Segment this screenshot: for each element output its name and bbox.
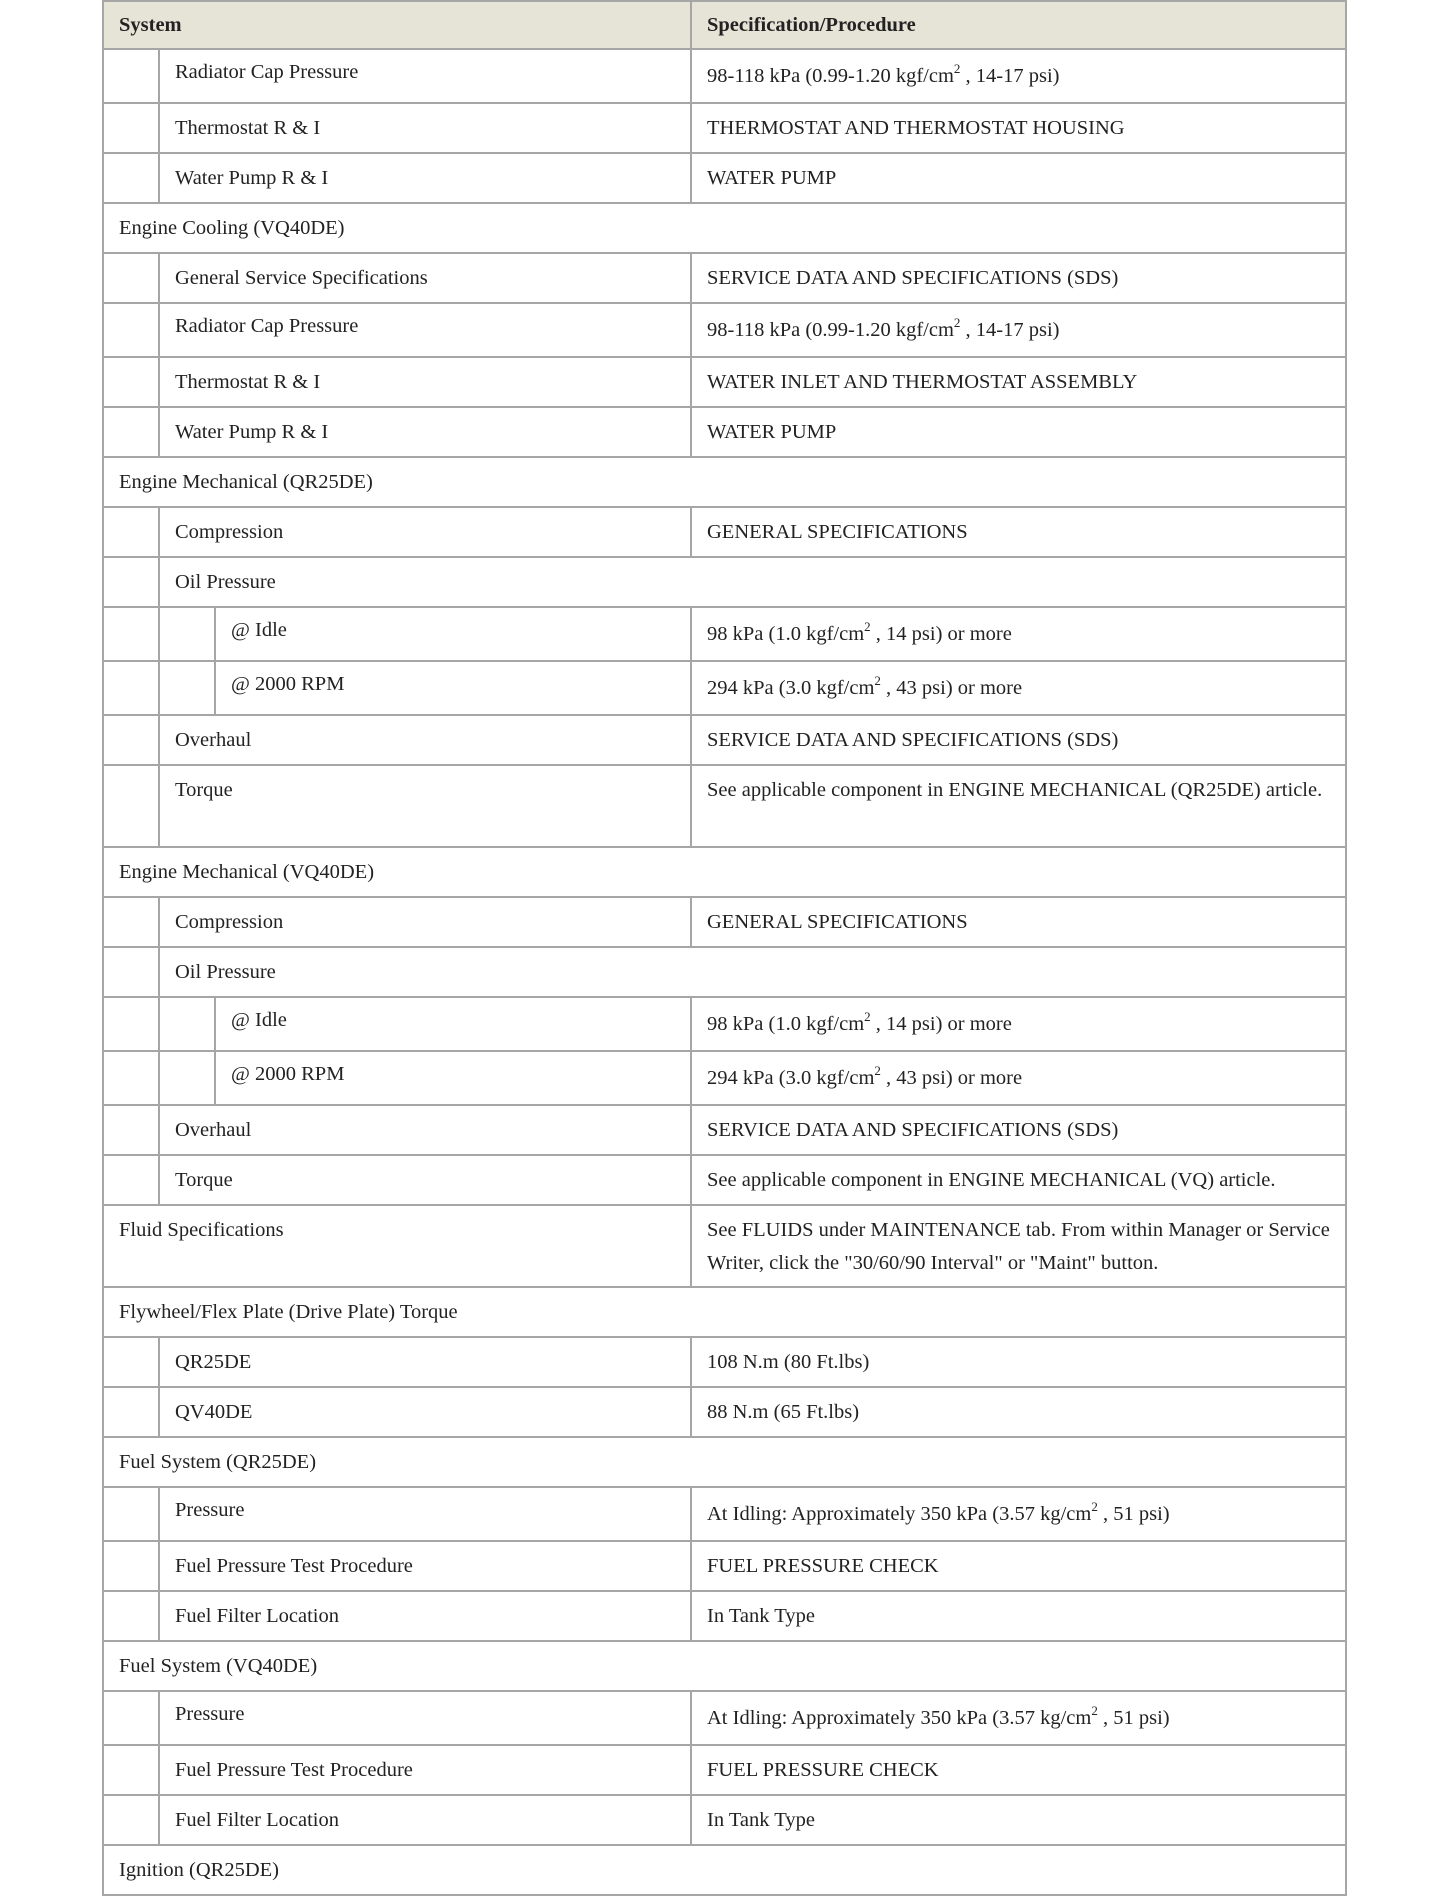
indent-cell (103, 357, 159, 407)
indent-cell (103, 1591, 159, 1641)
spec-value-text: 294 kPa (3.0 kgf/cm (707, 676, 875, 699)
item-label: Water Pump R & I (159, 153, 691, 203)
spec-value: 108 N.m (80 Ft.lbs) (691, 1337, 1346, 1387)
section-label: Engine Mechanical (VQ40DE) (103, 847, 1346, 897)
spec-value: SERVICE DATA AND SPECIFICATIONS (SDS) (691, 715, 1346, 765)
table-row (103, 507, 1346, 557)
item-label: Water Pump R & I (159, 407, 691, 457)
section-label: Fluid Specifications (103, 1205, 691, 1287)
item-label: Overhaul (159, 715, 691, 765)
table-row (103, 1591, 1346, 1641)
indent-cell (103, 1051, 159, 1105)
item-label: Torque (159, 765, 691, 847)
spec-value-text: 294 kPa (3.0 kgf/cm (707, 1066, 875, 1089)
item-label: Pressure (159, 1487, 691, 1541)
item-label: Radiator Cap Pressure (159, 49, 691, 103)
section-label: Fuel System (QR25DE) (103, 1437, 1346, 1487)
indent-cell (103, 507, 159, 557)
spec-value: GENERAL SPECIFICATIONS (691, 897, 1346, 947)
indent-cell (159, 997, 215, 1051)
section-row (103, 1437, 1346, 1487)
spec-value-text: At Idling: Approximately 350 kPa (3.57 kg/cm (707, 1502, 1092, 1525)
indent-cell (103, 303, 159, 357)
item-label: Thermostat R & I (159, 357, 691, 407)
table-row (103, 557, 1346, 607)
spec-value-text: At Idling: Approximately 350 kPa (3.57 kg/cm (707, 1706, 1092, 1729)
indent-cell (103, 103, 159, 153)
spec-value-text: 98 kPa (1.0 kgf/cm (707, 1012, 865, 1035)
indent-cell (103, 997, 159, 1051)
indent-cell (159, 607, 215, 661)
spec-value (691, 661, 1346, 715)
item-label: Oil Pressure (159, 947, 1346, 997)
section-row (103, 1641, 1346, 1691)
item-label: Fuel Filter Location (159, 1591, 691, 1641)
spec-value-text: , 14 psi) or more (870, 622, 1012, 645)
spec-value-text: 98-118 kPa (0.99-1.20 kgf/cm (707, 64, 954, 87)
table-row (103, 947, 1346, 997)
table-header-row (103, 1, 1346, 49)
spec-value (691, 49, 1346, 103)
table-row (103, 357, 1346, 407)
item-label: General Service Specifications (159, 253, 691, 303)
spec-value: WATER PUMP (691, 153, 1346, 203)
item-label: Fuel Filter Location (159, 1795, 691, 1845)
indent-cell (103, 1337, 159, 1387)
section-row (103, 1845, 1346, 1895)
indent-cell (103, 947, 159, 997)
section-label: Engine Cooling (VQ40DE) (103, 203, 1346, 253)
section-label: Ignition (QR25DE) (103, 1845, 1346, 1895)
item-label: Pressure (159, 1691, 691, 1745)
superscript: 2 (1091, 1702, 1098, 1718)
spec-value-text: , 14-17 psi) (960, 318, 1060, 341)
item-label: @ 2000 RPM (215, 661, 691, 715)
table-row (103, 661, 1346, 715)
item-label: @ 2000 RPM (215, 1051, 691, 1105)
table-row (103, 1337, 1346, 1387)
table-row (103, 103, 1346, 153)
indent-cell (103, 1487, 159, 1541)
superscript: 2 (874, 1062, 881, 1078)
indent-cell (103, 1155, 159, 1205)
indent-cell (103, 661, 159, 715)
spec-value: See applicable component in ENGINE MECHANICAL (QR25DE) article. (691, 765, 1346, 847)
item-label: QR25DE (159, 1337, 691, 1387)
table-row (103, 153, 1346, 203)
indent-cell (103, 1691, 159, 1745)
superscript: 2 (953, 60, 961, 76)
table-row (103, 1155, 1346, 1205)
item-label: Fuel Pressure Test Procedure (159, 1541, 691, 1591)
item-label: Thermostat R & I (159, 103, 691, 153)
indent-cell (103, 1387, 159, 1437)
spec-value (691, 1051, 1346, 1105)
item-label: Compression (159, 507, 691, 557)
item-label: Oil Pressure (159, 557, 1346, 607)
indent-cell (103, 253, 159, 303)
section-row (103, 457, 1346, 507)
indent-cell (103, 557, 159, 607)
section-label: Fuel System (VQ40DE) (103, 1641, 1346, 1691)
table-row (103, 49, 1346, 103)
spec-value: SERVICE DATA AND SPECIFICATIONS (SDS) (691, 1105, 1346, 1155)
spec-value: See FLUIDS under MAINTENANCE tab. From within Manager or Service Writer, click the "30/60/90 Interval" or "Maint" button. (691, 1205, 1346, 1287)
spec-value-text: , 43 psi) or more (880, 1066, 1023, 1089)
spec-value-text: , 51 psi) (1097, 1706, 1170, 1729)
header-system: System (103, 1, 691, 49)
spec-value (691, 1487, 1346, 1541)
spec-value-text: 98-118 kPa (0.99-1.20 kgf/cm (707, 318, 954, 341)
spec-value: WATER INLET AND THERMOSTAT ASSEMBLY (691, 357, 1346, 407)
indent-cell (103, 715, 159, 765)
superscript: 2 (953, 314, 961, 330)
table-row (103, 1487, 1346, 1541)
indent-cell (159, 661, 215, 715)
spec-value: See applicable component in ENGINE MECHANICAL (VQ) article. (691, 1155, 1346, 1205)
table-row (103, 1541, 1346, 1591)
item-label: @ Idle (215, 607, 691, 661)
table-row (103, 1691, 1346, 1745)
spec-value (691, 997, 1346, 1051)
indent-cell (103, 49, 159, 103)
spec-value-text: , 14 psi) or more (870, 1012, 1012, 1035)
item-label: Fuel Pressure Test Procedure (159, 1745, 691, 1795)
indent-cell (103, 607, 159, 661)
spec-value (691, 303, 1346, 357)
table-row (103, 1105, 1346, 1155)
spec-value-text: , 14-17 psi) (960, 64, 1060, 87)
spec-value (691, 607, 1346, 661)
indent-cell (103, 153, 159, 203)
spec-value: SERVICE DATA AND SPECIFICATIONS (SDS) (691, 253, 1346, 303)
table-row (103, 1387, 1346, 1437)
superscript: 2 (874, 672, 881, 688)
indent-cell (103, 1745, 159, 1795)
table-row (103, 897, 1346, 947)
item-label: Compression (159, 897, 691, 947)
spec-value-text: , 51 psi) (1097, 1502, 1170, 1525)
spec-value: FUEL PRESSURE CHECK (691, 1541, 1346, 1591)
spec-value (691, 1691, 1346, 1745)
table-row (103, 1051, 1346, 1105)
item-label: @ Idle (215, 997, 691, 1051)
spec-value-text: , 43 psi) or more (880, 676, 1023, 699)
table-row (103, 407, 1346, 457)
specification-table (102, 0, 1347, 1896)
table-row (103, 1795, 1346, 1845)
section-row (103, 1205, 1346, 1287)
table-row (103, 765, 1346, 847)
item-label: Torque (159, 1155, 691, 1205)
table-body (103, 49, 1346, 1895)
spec-value: FUEL PRESSURE CHECK (691, 1745, 1346, 1795)
superscript: 2 (864, 1008, 871, 1024)
section-row (103, 1287, 1346, 1337)
spec-value: 88 N.m (65 Ft.lbs) (691, 1387, 1346, 1437)
spec-value: THERMOSTAT AND THERMOSTAT HOUSING (691, 103, 1346, 153)
table-row (103, 715, 1346, 765)
indent-cell (103, 765, 159, 847)
spec-value: GENERAL SPECIFICATIONS (691, 507, 1346, 557)
item-label: Radiator Cap Pressure (159, 303, 691, 357)
superscript: 2 (864, 618, 871, 634)
indent-cell (159, 1051, 215, 1105)
section-row (103, 847, 1346, 897)
table-row (103, 997, 1346, 1051)
indent-cell (103, 1105, 159, 1155)
item-label: Overhaul (159, 1105, 691, 1155)
indent-cell (103, 897, 159, 947)
header-specification: Specification/Procedure (691, 1, 1346, 49)
section-label: Flywheel/Flex Plate (Drive Plate) Torque (103, 1287, 1346, 1337)
item-label: QV40DE (159, 1387, 691, 1437)
table-row (103, 253, 1346, 303)
table-row (103, 607, 1346, 661)
indent-cell (103, 1541, 159, 1591)
spec-value: In Tank Type (691, 1795, 1346, 1845)
spec-value-text: 98 kPa (1.0 kgf/cm (707, 622, 865, 645)
table-row (103, 1745, 1346, 1795)
superscript: 2 (1091, 1498, 1098, 1514)
indent-cell (103, 1795, 159, 1845)
spec-value: WATER PUMP (691, 407, 1346, 457)
table-row (103, 303, 1346, 357)
section-label: Engine Mechanical (QR25DE) (103, 457, 1346, 507)
section-row (103, 203, 1346, 253)
spec-value: In Tank Type (691, 1591, 1346, 1641)
indent-cell (103, 407, 159, 457)
